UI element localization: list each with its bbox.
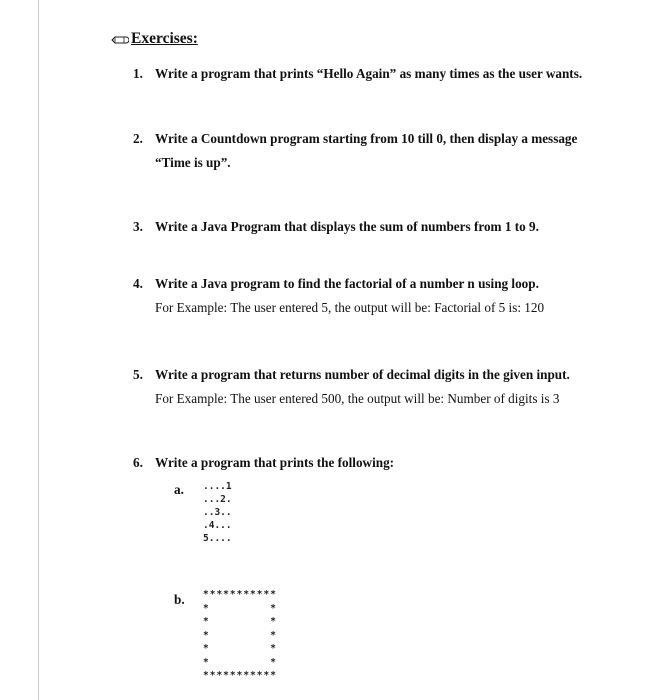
exercise-number: 3.	[133, 219, 143, 234]
exercise-number: 2.	[133, 131, 143, 146]
pattern-b-label: b.	[174, 592, 185, 607]
exercise-number: 5.	[133, 367, 143, 382]
exercise-statement: Write a program that returns number of decimal digits in the given input.	[155, 367, 570, 382]
pattern-line: 5....	[203, 533, 232, 544]
exercise-number: 1.	[133, 66, 143, 81]
pattern-line: .4...	[203, 520, 232, 531]
pattern-line: ....1	[203, 481, 232, 492]
pattern-line: * *	[203, 629, 277, 641]
pattern-line: ..3..	[203, 507, 232, 518]
pattern-a-output	[203, 480, 232, 545]
pattern-a-label: a.	[174, 482, 184, 497]
exercise-example: For Example: The user entered 500, the output will be: Number of digits is 3	[155, 391, 560, 406]
pencil-icon	[111, 35, 129, 45]
pattern-line: ...2.	[203, 494, 232, 505]
exercise-number: 4.	[133, 276, 143, 291]
exercise-example: For Example: The user entered 5, the output will be: Factorial of 5 is: 120	[155, 300, 545, 315]
exercise-statement: Write a Countdown program starting from 10 till 0, then display a message	[155, 131, 578, 146]
pattern-line: * *	[203, 602, 277, 614]
exercise-statement: Write a Java Program that displays the sum of numbers from 1 to 9.	[155, 219, 539, 234]
pattern-line: * *	[203, 643, 277, 654]
exercise-statement: Write a program that prints “Hello Again” as many times as the user wants.	[155, 66, 583, 81]
exercise-statement: Write a program that prints the following:	[155, 455, 395, 470]
document-page	[39, 0, 668, 700]
pattern-line: * *	[203, 656, 277, 668]
heading-text: Exercises:	[131, 30, 198, 47]
exercise-number: 6.	[133, 455, 143, 470]
pattern-b-output	[203, 588, 277, 683]
pattern-line: ***********	[203, 589, 277, 600]
exercise-statement: Write a Java program to find the factorial of a number n using loop.	[155, 276, 539, 291]
pattern-line: * *	[203, 616, 277, 627]
exercises-heading	[111, 30, 198, 48]
pattern-line: ***********	[203, 670, 277, 681]
exercise-statement-continued: “Time is up”.	[155, 155, 231, 170]
